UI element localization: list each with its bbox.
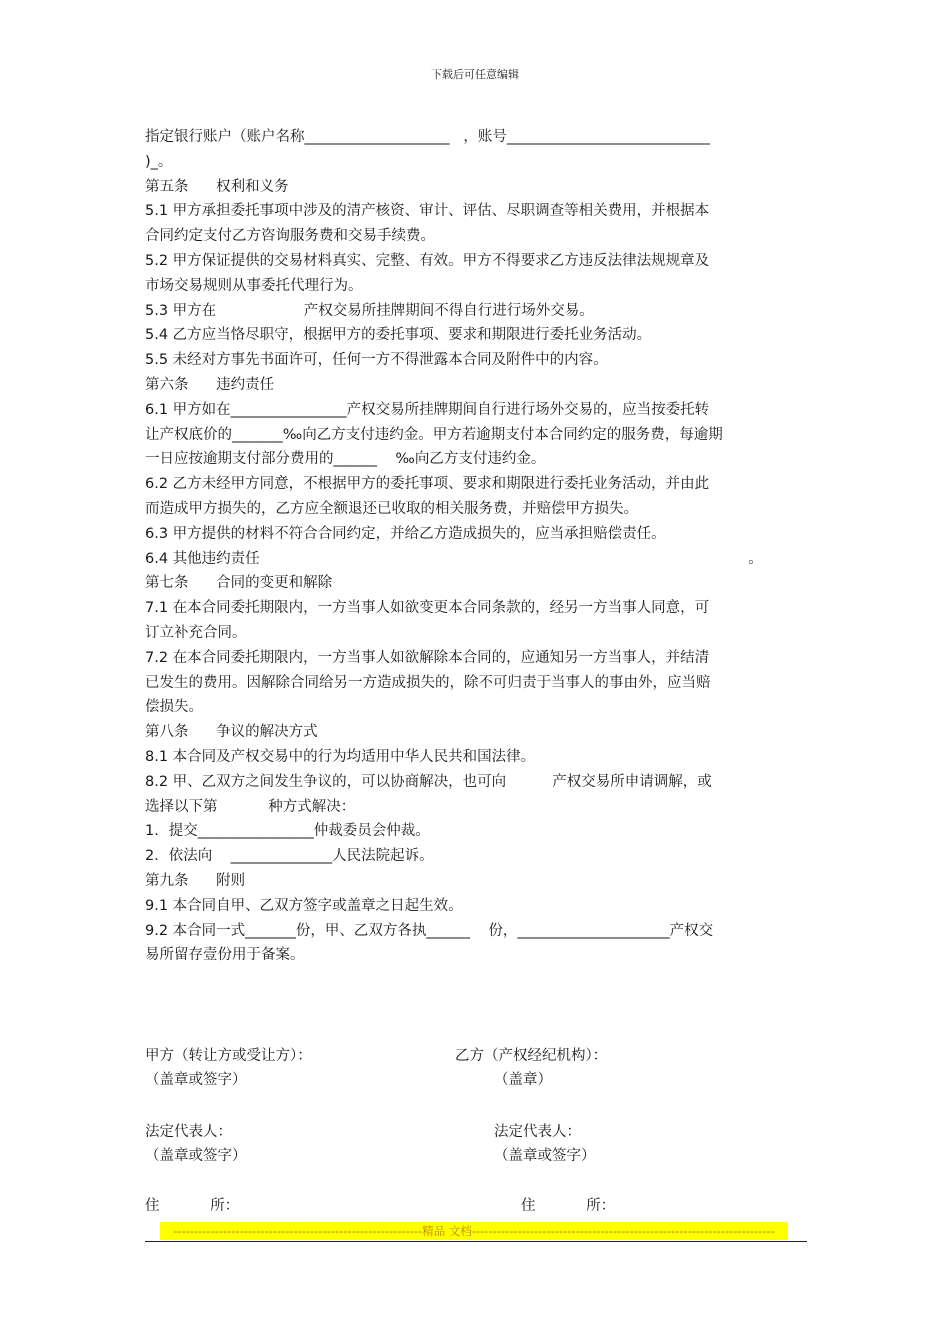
clause-6-2-cont: 而造成甲方损失的，乙方应全额退还已收取的相关服务费，并赔偿甲方损失。 [145, 500, 638, 517]
party-b-address: 住 所： [521, 1198, 616, 1214]
clause-8-2-cont: 选择以下第 种方式解决： [145, 798, 356, 815]
clause-5-1: 5.1 甲方承担委托事项中涉及的清产核资、审计、评估、尽职调查等相关费用，并根据本 [145, 203, 710, 220]
article-6-heading: 第六条 违约责任 [145, 376, 275, 393]
clause-6-1: 6.1 甲方如在________________产权交易所挂牌期间自行进行场外交易的，应当按委托转 [145, 401, 710, 418]
clause-5-4: 5.4 乙方应当恪尽职守，根据甲方的委托事项、要求和期限进行委托业务活动。 [145, 327, 652, 344]
bank-account-line: 指定银行账户（账户名称____________________ ，账号____________________________ [145, 129, 710, 145]
contract-body [145, 125, 810, 968]
party-b-seal: （盖章） [494, 1072, 552, 1088]
option-litigation: 2．依法向 ______________人民法院起诉。 [145, 848, 434, 865]
clause-7-2: 7.2 在本合同委托期限内，一方当事人如欲解除本合同的，应通知另一方当事人，并结清 [145, 649, 710, 666]
clause-9-1: 9.1 本合同自甲、乙双方签字或盖章之日起生效。 [145, 897, 463, 914]
clause-5-2-cont: 市场交易规则从事委托代理行为。 [145, 277, 363, 294]
clause-9-2: 9.2 本合同一式_______份，甲、乙双方各执______ 份，_____________________产权交 [145, 922, 714, 939]
party-a-address: 住 所： [145, 1198, 240, 1214]
clause-7-2-cont2: 偿损失。 [145, 699, 203, 716]
party-a-rep-seal: （盖章或签字） [145, 1148, 247, 1164]
clause-7-1: 7.1 在本合同委托期限内，一方当事人如欲变更本合同条款的，经另一方当事人同意，可 [145, 600, 710, 617]
party-a-title: 甲方（转让方或受让方）： [145, 1048, 312, 1064]
footer-watermark-bar: ------------------------------------------------------------精品 文档------------------------------------------------------------------------- [160, 1222, 788, 1240]
bank-account-line-end: )_。 [145, 153, 173, 170]
footer-divider [145, 1241, 807, 1242]
clause-8-2: 8.2 甲、乙双方之间发生争议的，可以协商解决，也可向 产权交易所申请调解，或 [145, 773, 712, 790]
article-9-heading: 第九条 附则 [145, 872, 246, 889]
article-8-heading: 第八条 争议的解决方式 [145, 724, 318, 741]
option-arbitration: 1．提交________________仲裁委员会仲裁。 [145, 823, 430, 840]
clause-6-1-cont: 让产权底价的_______‰向乙方支付违约金。甲方若逾期支付本合同约定的服务费，每逾期 [145, 426, 723, 443]
party-b-rep-seal: （盖章或签字） [494, 1148, 596, 1164]
clause-7-2-cont: 已发生的费用。因解除合同给另一方造成损失的，除不可归责于当事人的事由外，应当赔 [145, 674, 711, 691]
article-5-heading: 第五条 权利和义务 [145, 178, 289, 195]
clause-5-1-cont: 合同约定支付乙方咨询服务费和交易手续费。 [145, 228, 435, 245]
party-a-seal: （盖章或签字） [145, 1072, 247, 1088]
clause-9-2-cont: 易所留存壹份用于备案。 [145, 947, 305, 964]
clause-6-2: 6.2 乙方未经甲方同意，不根据甲方的委托事项、要求和期限进行委托业务活动，并由此 [145, 476, 710, 493]
clause-5-5: 5.5 未经对方事先书面许可，任何一方不得泄露本合同及附件中的内容。 [145, 352, 608, 369]
clause-5-3: 5.3 甲方在 产权交易所挂牌期间不得自行进行场外交易。 [145, 302, 594, 319]
party-b-representative: 法定代表人： [494, 1124, 581, 1140]
clause-6-1-cont2: 一日应按逾期支付部分费用的______ ‰向乙方支付违约金。 [145, 451, 546, 468]
clause-5-2: 5.2 甲方保证提供的交易材料真实、完整、有效。甲方不得要求乙方违反法律法规规章及 [145, 252, 710, 269]
clause-8-1: 8.1 本合同及产权交易中的行为均适用中华人民共和国法律。 [145, 748, 536, 765]
clause-6-3: 6.3 甲方提供的材料不符合合同约定，并给乙方造成损失的，应当承担赔偿责任。 [145, 525, 666, 542]
page-header: 下载后可任意编辑 [431, 68, 519, 81]
party-b-title: 乙方（产权经纪机构）： [455, 1048, 608, 1064]
party-a-representative: 法定代表人： [145, 1124, 232, 1140]
clause-7-1-cont: 订立补充合同。 [145, 624, 247, 641]
article-7-heading: 第七条 合同的变更和解除 [145, 575, 333, 592]
clause-6-4: 6.4 其他违约责任 。 [145, 550, 763, 567]
